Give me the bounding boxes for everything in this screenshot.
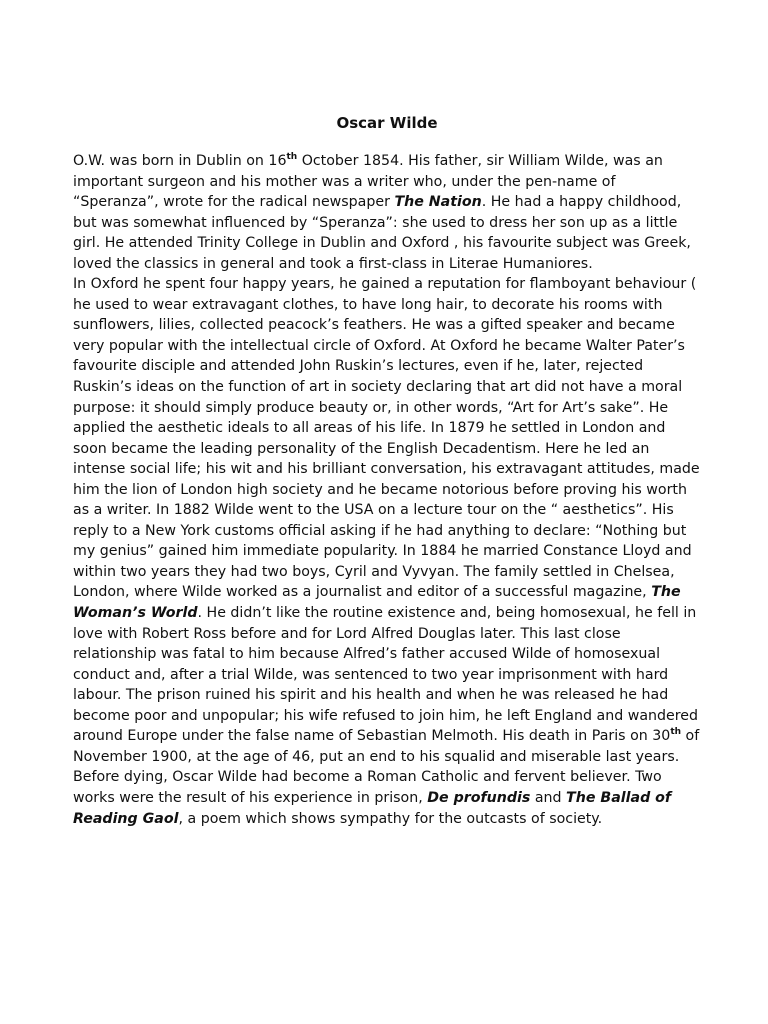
text-segment: , a poem which shows sympathy for the outcasts of society. — [178, 810, 603, 827]
text-segment: In Oxford he spent four happy years, he gained a reputation for flamboyant behaviour ( he used to wear extravagant clothes, to have long hair, to decorate his rooms with sunflowers, lilies, collected peacock’s feathers. He was a gifted speaker and became very popular with the intellectual circle of Oxford. At Oxford he became Walter Pater’s favourite disciple and attended John Ruskin’s lectures, even if he, later, rejected Ruskin’s ideas on the function of art in society declaring that art did not have a moral purpose: it should simply produce beauty or, in other words, “Art for Art’s sake”. He applied the aesthetic ideals to all areas of his life. In 1879 he settled in London and soon became the leading personality of the English Decadentism. Here he led an intense social life; his wit and his brilliant conversation, his extravagant attitudes, made him the lion of London high society and he became notorious before proving his worth as a writer. In 1882 Wilde went to the USA on a lecture tour on the “ aesthetics”. His reply to a New York customs official asking if he had anything to declare: “Nothing but my genius” gained him immediate popularity. In 1884 he married Constance Lloyd and within two years they had two boys, Cyril and Vyvyan. The family settled in Chelsea, London, where Wilde worked as a journalist and editor of a successful magazine, — [73, 276, 700, 601]
document-page — [73, 112, 701, 829]
text-segment: . He didn’t like the routine existence and, being homosexual, he fell in love with Robert Ross before and for Lord Alfred Douglas later. This last close relationship was fatal to him because Alfred’s father accused Wilde of homosexual conduct and, after a trial Wilde, was sentenced to two year imprisonment with hard labour. The prison ruined his spirit and his health and when he was released he had become poor and unpopular; his wife refused to join him, he left England and wandered around Europe under the false name of Sebastian Melmoth. His death in Paris on 30 — [73, 605, 698, 745]
biography-paragraph — [73, 151, 701, 829]
work-title-de-profundis: De profundis — [427, 789, 531, 806]
work-title-womans-world: The Woman’s World — [73, 584, 681, 622]
ordinal-suffix: th — [670, 727, 682, 738]
text-segment: and — [530, 789, 567, 806]
document-title: Oscar Wilde — [336, 114, 438, 132]
text-segment: October 1854. His father, sir William Wilde, was an important surgeon and his mother was a writer who, under the pen-name of “Speranza”, wrote for the radical newspaper — [73, 153, 663, 211]
work-title-ballad-of-reading-gaol: The Ballad of Reading Gaol — [73, 789, 672, 827]
text-segment: of November 1900, at the age of 46, put an end to his squalid and miserable last years. Before dying, Oscar Wilde had become a Roman Catholic and fervent believer. Two works were the result of his experience in prison, — [73, 728, 700, 806]
text-segment: O.W. was born in Dublin on 16 — [73, 153, 287, 169]
text-segment: . He had a happy childhood, but was somewhat influenced by “Speranza”: she used to dress her son up as a little girl. He attended Trinity College in Dublin and Oxford , his favourite subject was Greek, loved the classics in general and took a first-class in Literae Humaniores. — [73, 194, 691, 272]
ordinal-suffix: th — [286, 152, 298, 162]
work-title-the-nation: The Nation — [394, 194, 482, 211]
